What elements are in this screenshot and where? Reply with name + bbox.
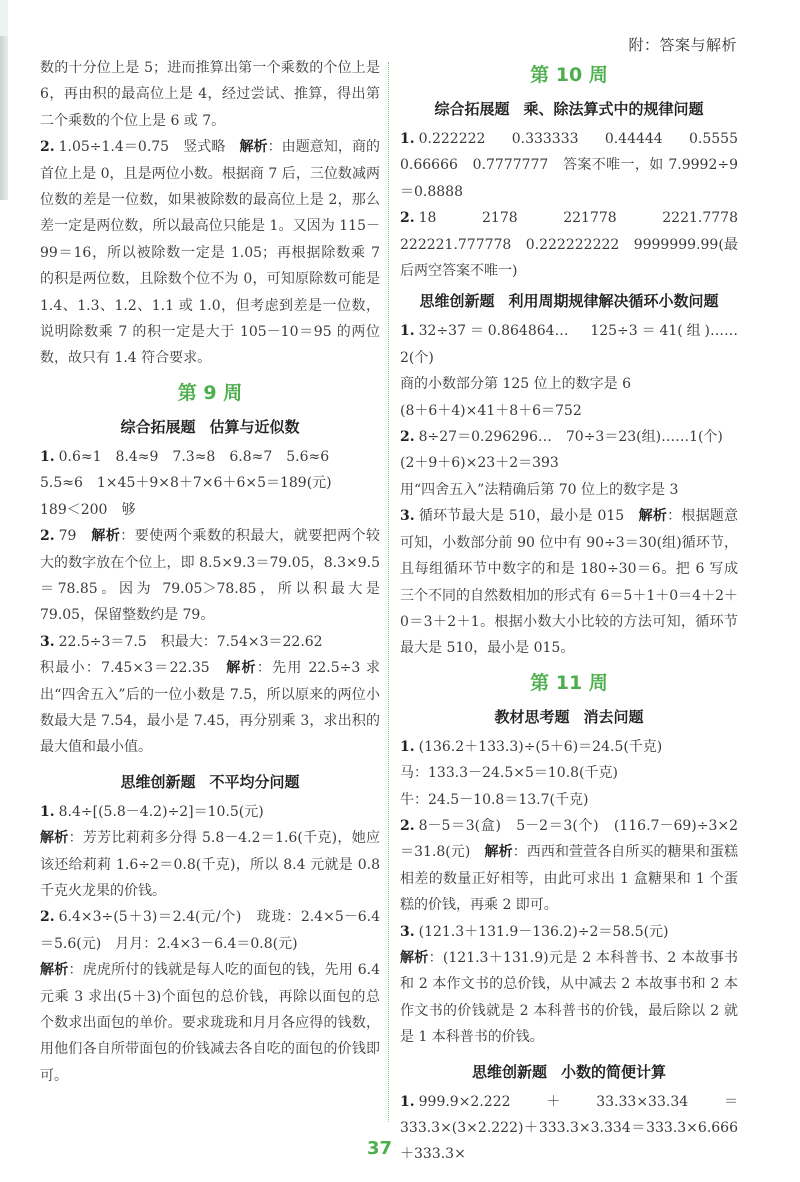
item-line: (8＋6＋4)×41＋8＋6＝752 xyxy=(400,402,582,419)
analysis-label: 解析 xyxy=(40,830,69,847)
analysis-label: 解析 xyxy=(484,844,513,861)
item-number: 1. xyxy=(400,738,415,755)
item-number: 3. xyxy=(40,633,55,650)
section-topic: 乘、除法算式中的规律问题 xyxy=(523,100,704,118)
analysis-paragraph xyxy=(40,957,380,1089)
analysis-label: 解析 xyxy=(400,949,429,966)
answer-item xyxy=(400,734,738,760)
left-column xyxy=(40,55,380,1089)
item-answer: (121.3＋131.9－136.2)÷2＝58.5(元) xyxy=(418,923,669,940)
item-number: 2. xyxy=(400,817,415,834)
item-line: 用“四舍五入”法精确后第 70 位上的数字是 3 xyxy=(400,481,679,498)
item-number: 1. xyxy=(400,323,415,340)
answer-item xyxy=(400,205,752,284)
answer-item xyxy=(400,126,752,205)
answer-item xyxy=(40,134,380,372)
analysis-text: ：先用 22.5÷3 求出“四舍五入”后的一位小数是 7.5，所以原来的两位小数最大是 7.54，最小是 7.45，再分别乘 3，求出积的最大值和最小值。 xyxy=(40,660,381,756)
item-answer: 循环节最大是 510，最小是 015 xyxy=(418,508,639,525)
analysis-paragraph xyxy=(40,825,380,904)
analysis-text: ：由题意知，商的首位上是 0，且是两位小数。根据商 7 后，三位数减两位数的差是一位数，如果被除数的最高位上是 2，那么差一定是两位数，所以最高位只能是 1。又因为 115－99＝16，所以被除数一定是 1.05；再根据除数乘 7 的积是两位数，且除数个位不为 0，可知原除数可能是 1.4、1.3、1.2、1.1 或 1.0，但考虑到差是一位数，说明除数乘 7 的积一定是大于 105－10＝95 的两位数，故只有 1.4 符合要求。 xyxy=(40,139,381,367)
item-line: 5.5≈6 1×45＋9×8＋7×6＋6×5＝189(元) xyxy=(40,475,332,492)
item-answer: 8－5＝3(盒) 5－2＝3(个) (116.7－69)÷3×2＝31.8(元) xyxy=(400,817,738,861)
column-divider xyxy=(388,62,389,1122)
answer-item xyxy=(40,799,380,825)
item-line: 32÷37＝0.864864… 125÷3＝41(组)……2(个) xyxy=(400,323,738,366)
item-answer: 79 xyxy=(58,528,92,545)
answer-item-continued xyxy=(40,655,380,761)
section-topic: 小数的简便计算 xyxy=(561,1062,667,1081)
item-answer: 积最小：7.45×3＝22.35 xyxy=(40,660,227,677)
item-number: 1. xyxy=(400,1093,415,1110)
analysis-label: 解析 xyxy=(91,528,121,545)
section-heading xyxy=(400,702,738,732)
week-heading: 第 11 周 xyxy=(530,671,608,694)
analysis-paragraph xyxy=(400,945,738,1051)
analysis-label: 解析 xyxy=(40,962,69,979)
answer-item xyxy=(40,904,380,957)
page-edge-binding xyxy=(0,36,8,200)
item-line: 商的小数部分第 125 位上的数字是 6 xyxy=(400,376,631,393)
section-heading xyxy=(40,767,380,797)
item-answer: 6.4×3÷(5＋3)＝2.4(元/个) 珑珑：2.4×5－6.4＝5.6(元) 月月：2.4×3－6.4＝0.8(元) xyxy=(40,909,380,952)
answer-item xyxy=(400,1089,738,1168)
item-number: 1. xyxy=(400,131,415,147)
answer-item xyxy=(400,919,738,945)
item-answer: 8.4÷[(5.8－4.2)÷2]＝10.5(元) xyxy=(58,803,264,820)
section-heading xyxy=(400,94,738,124)
section-heading xyxy=(400,1057,738,1087)
answer-item xyxy=(40,444,380,470)
week-heading: 第 9 周 xyxy=(177,381,243,404)
item-number: 2. xyxy=(40,909,55,926)
item-number: 2. xyxy=(400,210,415,227)
page-number: 37 xyxy=(367,1138,393,1159)
section-topic: 不平均分问题 xyxy=(209,772,300,791)
item-line: (136.2＋133.3)÷(5＋6)＝24.5(千克) xyxy=(418,738,663,755)
item-number: 3. xyxy=(400,923,415,940)
item-line: 8÷27＝0.296296… 70÷3＝23(组)……1(个) xyxy=(418,429,723,446)
section-topic: 利用周期规律解决循环小数问题 xyxy=(508,292,719,311)
item-answer: 1.05÷1.4＝0.75 竖式略 xyxy=(58,139,240,156)
item-number: 1. xyxy=(40,448,55,465)
continued-paragraph: 数的十分位上是 5；进而推算出第一个乘数的个位上是 6，再由积的最高位上是 4，经过尝试、推算，得出第二个乘数的个位上是 6 或 7。 xyxy=(40,60,380,129)
analysis-label: 解析 xyxy=(226,660,257,677)
item-line: 牛：24.5－10.8＝13.7(千克) xyxy=(400,791,589,808)
section-type: 综合拓展题 xyxy=(434,100,510,118)
section-type: 思维创新题 xyxy=(120,772,196,791)
item-line: 189＜200 够 xyxy=(40,501,136,518)
right-column xyxy=(400,58,752,1168)
analysis-text: ：虎虎所付的钱就是每人吃的面包的钱，先用 6.4 元乘 3 求出(5＋3)个面包的总价钱，再除以面包的总个数求出面包的单价。要求珑珑和月月各应得的钱数，用他们各自所带面包的价钱减去各自吃的面包的价钱即可。 xyxy=(40,962,381,1084)
analysis-label: 解析 xyxy=(239,139,268,156)
section-topic: 估算与近似数 xyxy=(209,417,300,436)
section-type: 思维创新题 xyxy=(471,1062,547,1081)
section-type: 思维创新题 xyxy=(419,292,495,311)
item-text: 18 2178 221778 2221.7778 222221.777778 0.222222222 9999999.99(最后两空答案不唯一) xyxy=(400,210,752,280)
section-heading xyxy=(40,412,380,442)
running-head: 附：答案与解析 xyxy=(628,36,737,54)
answer-item xyxy=(400,424,738,450)
week-heading: 第 10 周 xyxy=(530,64,608,86)
item-number: 2. xyxy=(40,139,55,156)
item-line: 0.6≈1 8.4≈9 7.3≈8 6.8≈7 5.6≈6 xyxy=(58,448,330,465)
page-edge-top xyxy=(0,0,8,36)
item-text: 0.222222 0.333333 0.44444 0.5555 0.66666 0.7777777 答案不唯一，如 7.9992÷9＝0.8888 xyxy=(400,131,752,200)
item-number: 1. xyxy=(40,803,55,820)
analysis-text: ：西西和萱萱各自所买的糖果和蛋糕相差的数量正好相等，由此可求出 1 盒糖果和 1 个蛋糕的价钱，再乘 2 即可。 xyxy=(400,844,738,914)
answer-item xyxy=(40,523,380,629)
item-number: 2. xyxy=(400,429,415,446)
analysis-label: 解析 xyxy=(638,508,668,525)
analysis-text: ：根据题意可知，小数部分前 90 位中有 90÷3＝30(组)循环节，且每组循环节中数字的和是 180÷30＝6。把 6 写成三个不同的自然数相加的形式有 6＝5＋1＋0＝4＋2＋0＝3＋2＋1。根据小数大小比较的方法可知，循环节最大是 510，最小是 015。 xyxy=(400,508,739,657)
item-line: 马：133.3－24.5×5＝10.8(千克) xyxy=(400,765,618,782)
answer-item xyxy=(40,629,380,655)
item-number: 3. xyxy=(400,508,415,525)
analysis-text: ：要使两个乘数的积最大，就要把两个较大的数字放在个位上，即 8.5×9.3＝79.05，8.3×9.5＝78.85。因为 79.05＞78.85，所以积最大是 79.05，保留整数约是 79。 xyxy=(40,528,381,624)
section-type: 综合拓展题 xyxy=(120,417,196,436)
answer-item xyxy=(400,318,738,371)
item-text: 999.9×2.222＋33.33×33.34＝333.3×(3×2.222)＋333.3×3.334＝333.3×6.666＋333.3× xyxy=(400,1093,738,1163)
item-line: (2＋9＋6)×23＋2＝393 xyxy=(400,455,559,472)
section-topic: 消去问题 xyxy=(583,707,644,726)
section-type: 教材思考题 xyxy=(494,707,570,726)
item-line: 22.5÷3＝7.5 积最大：7.54×3＝22.62 xyxy=(58,633,323,650)
answer-item xyxy=(400,813,738,919)
answer-item xyxy=(400,503,738,661)
section-heading xyxy=(400,286,738,316)
item-number: 2. xyxy=(40,528,55,545)
analysis-text: ：芳芳比莉莉多分得 5.8－4.2＝1.6(千克)，她应该还给莉莉 1.6÷2＝0.8(千克)，所以 8.4 元就是 0.8 千克火龙果的价钱。 xyxy=(40,830,381,899)
analysis-text: ：(121.3＋131.9)元是 2 本科普书、2 本故事书和 2 本作文书的总价钱，从中减去 2 本故事书和 2 本作文书的价钱就是 2 本科普书的价钱，最后除以 2 就是 1 本科普书的价钱。 xyxy=(400,949,739,1046)
